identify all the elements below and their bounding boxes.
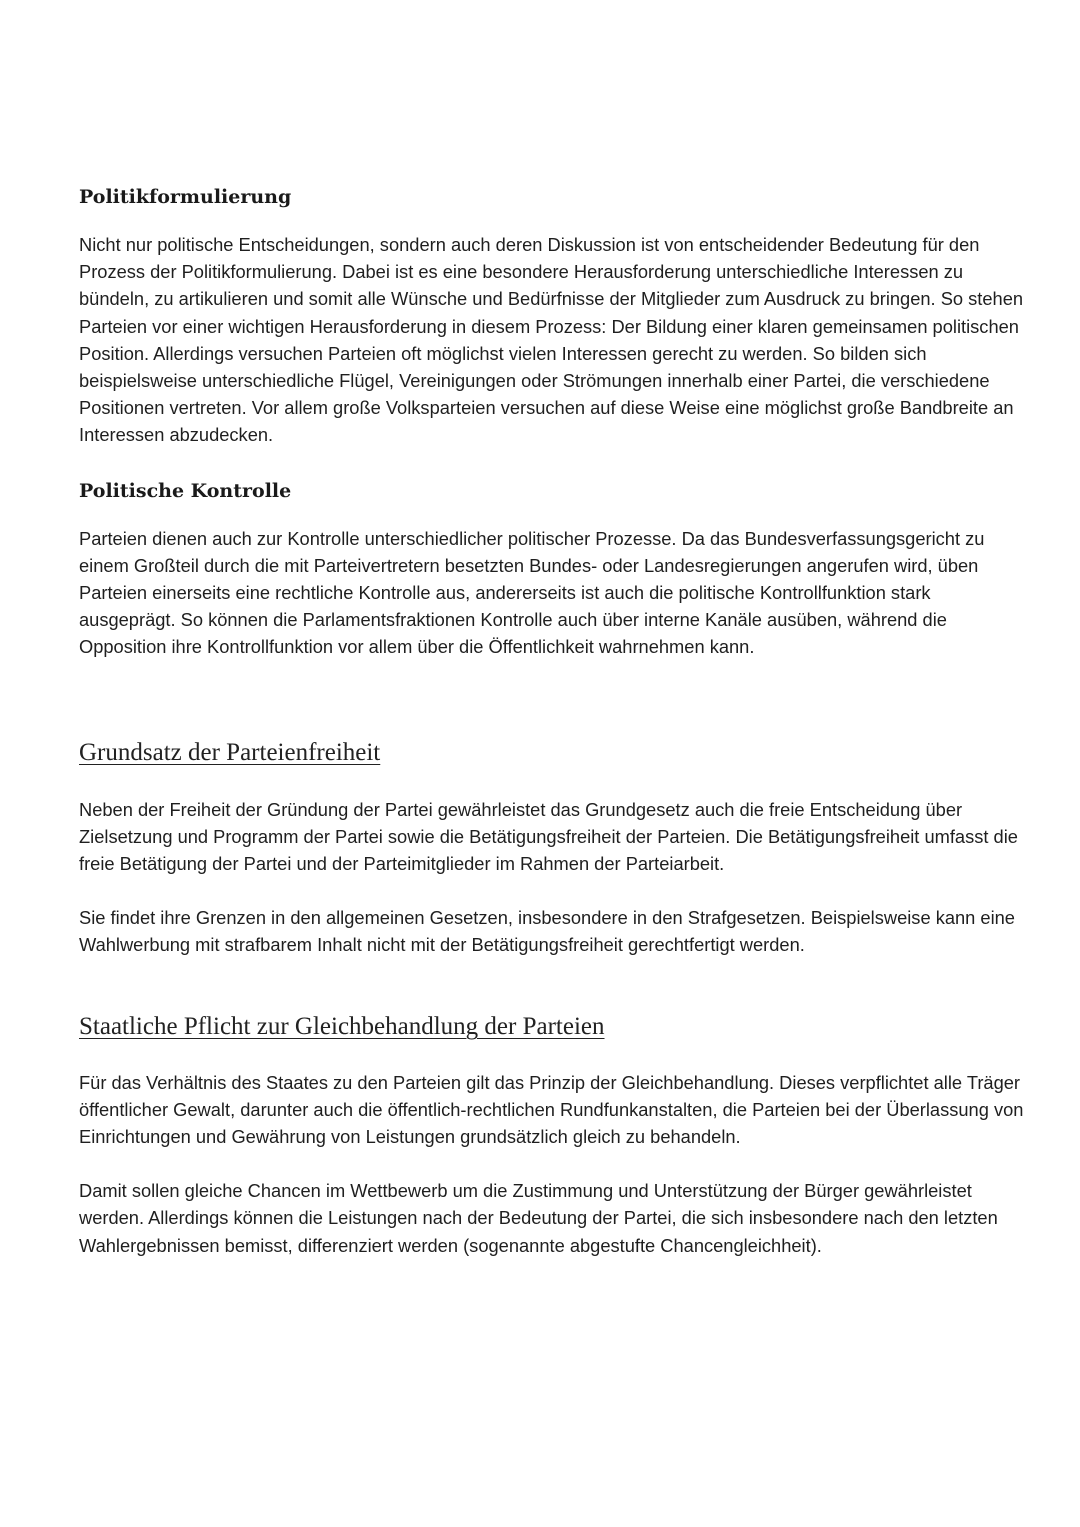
paragraph-gleichbehandlung-2: Damit sollen gleiche Chancen im Wettbewerb um die Zustimmung und Unterstützung der Bürger gewährleistet werden. Allerdings können die Leistungen nach der Bedeutung der Partei, die sich insbesondere nach den letzten Wahlergebnissen bemisst, differenziert werden (sogenannte abgestufte Chancengleichheit).: [79, 1180, 998, 1256]
paragraph-politikformulierung: Nicht nur politische Entscheidungen, sondern auch deren Diskussion ist von entscheidender Bedeutung für den Prozess der Politikformulierung. Dabei ist es eine besondere Herausforderung unterschiedliche Interessen zu bündeln, zu artikulieren und somit alle Wünsche und Bedürfnisse der Mitglieder zum Ausdruck zu bringen. So stehen Parteien vor einer wichtigen Herausforderung in diesem Prozess: Der Bildung einer klaren gemeinsamen politischen Position. Allerdings versuchen Parteien oft möglichst vielen Interessen gerecht zu werden. So bilden sich beispielsweise unterschiedliche Flügel, Vereinigungen oder Strömungen innerhalb einer Partei, die verschiedene Positionen vertreten. Vor allem große Volksparteien versuchen auf diese Weise eine möglichst große Bandbreite an Interessen abzudecken.: [79, 234, 1024, 446]
paragraph-gleichbehandlung-1: Für das Verhältnis des Staates zu den Parteien gilt das Prinzip der Gleichbehandlung. Dieses verpflichtet alle Träger öffentlicher Gewalt, darunter auch die öffentlich-rechtlichen Rundfunkanstalten, die Parteien bei der Überlassung von Einrichtungen und Gewährung von Leistungen grundsätzlich gleich zu behandeln.: [79, 1071, 1024, 1148]
paragraph-parteienfreiheit-1: Neben der Freiheit der Gründung der Partei gewährleistet das Grundgesetz auch die freie Entscheidung über Zielsetzung und Programm der Partei sowie die Betätigungsfreiheit der Parteien. Die Betätigungsfreiheit umfasst die freie Betätigung der Partei und der Parteimitglieder im Rahmen der Parteiarbeit.: [79, 798, 1018, 875]
section-heading-gleichbehandlung: Staatliche Pflicht zur Gleichbehandlung der Parteien: [79, 1012, 605, 1040]
heading-politikformulierung: Politikformulierung: [79, 186, 292, 208]
section-heading-parteienfreiheit: Grundsatz der Parteienfreiheit: [79, 738, 381, 766]
document-page: [79, 185, 1029, 1259]
paragraph-politische-kontrolle: Parteien dienen auch zur Kontrolle unterschiedlicher politischer Prozesse. Da das Bundesverfassungsgericht zu einem Großteil durch die mit Parteivertretern besetzten Bundes- oder Landesregierungen angerufen wird, üben Parteien einerseits eine rechtliche Kontrolle aus, andererseits ist auch die politische Kontrollfunktion stark ausgeprägt. So können die Parlamentsfraktionen Kontrolle auch über interne Kanäle ausüben, während die Opposition ihre Kontrollfunktion vor allem über die Öffentlichkeit wahrnehmen kann.: [79, 527, 985, 658]
heading-politische-kontrolle: Politische Kontrolle: [79, 479, 292, 502]
paragraph-parteienfreiheit-2: Sie findet ihre Grenzen in den allgemeinen Gesetzen, insbesondere in den Strafgesetzen. Beispielsweise kann eine Wahlwerbung mit strafbarem Inhalt nicht mit der Betätigungsfreiheit gerechtfertigt werden.: [79, 907, 1015, 956]
